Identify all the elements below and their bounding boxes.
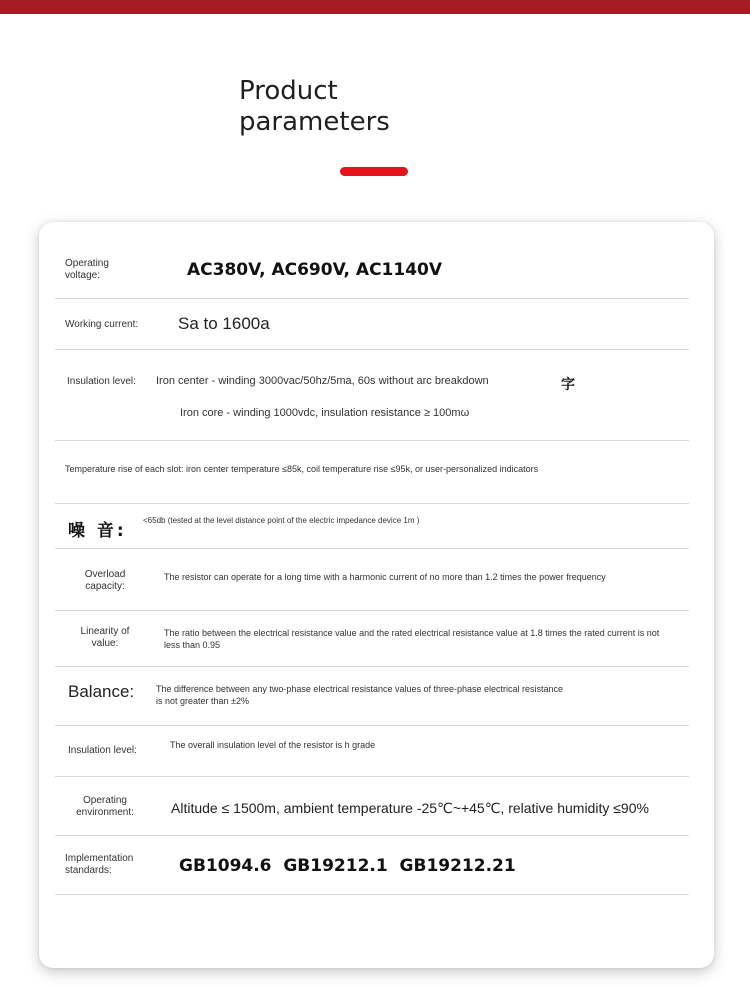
title-underline xyxy=(340,167,408,176)
operating-environment-label: Operating environment: xyxy=(76,795,134,818)
working-current-label: Working current: xyxy=(65,319,139,330)
implementation-standards-value: GB1094.6 GB19212.1 GB19212.21 xyxy=(179,856,516,876)
overload-capacity-value: The resistor can operate for a long time with a harmonic current of no more than 1.2 times the power frequency xyxy=(164,572,606,582)
linearity-value: The ratio between the electrical resistance value and the rated electrical resistance value at 1.8 times the rated current is not less than 0.95 xyxy=(164,628,660,650)
row-implementation-standards xyxy=(55,836,689,895)
insulation-level-line-1: Iron center - winding 3000vac/50hz/5ma, 60s without arc breakdown xyxy=(156,375,489,387)
temperature-rise-text: Temperature rise of each slot: iron center temperature ≤85k, coil temperature rise ≤95k, or user-personalized indicators xyxy=(65,464,539,474)
insulation-level-label: Insulation level: xyxy=(67,376,136,387)
operating-environment-value: Altitude ≤ 1500m, ambient temperature -25℃~+45℃, relative humidity ≤90% xyxy=(171,800,649,816)
linearity-label: Linearity of value: xyxy=(80,626,130,649)
operating-voltage-label: Operating voltage: xyxy=(65,258,109,281)
implementation-standards-label: Implementation standards: xyxy=(65,853,134,876)
row-temperature-rise xyxy=(55,441,689,504)
insulation-grade-label: Insulation level: xyxy=(68,745,137,756)
noise-label: 噪 音: xyxy=(68,521,127,541)
overload-capacity-label: Overload capacity: xyxy=(84,569,126,592)
parameters-card xyxy=(39,222,714,968)
row-operating-voltage xyxy=(55,222,689,299)
row-overload-capacity xyxy=(55,549,689,611)
character-glyph: 字 xyxy=(561,377,575,393)
row-linearity-of-value xyxy=(55,611,689,667)
row-balance xyxy=(55,667,689,726)
insulation-level-line-2: Iron core - winding 1000vdc, insulation resistance ≥ 100mω xyxy=(180,407,470,419)
balance-label: Balance: xyxy=(68,682,135,701)
noise-value: <65db (tested at the level distance point of the electric impedance device 1m ) xyxy=(143,516,420,525)
row-operating-environment xyxy=(55,777,689,836)
insulation-grade-value: The overall insulation level of the resistor is h grade xyxy=(170,740,376,750)
row-insulation-grade xyxy=(55,726,689,777)
operating-voltage-value: AC380V, AC690V, AC1140V xyxy=(187,260,443,280)
working-current-value: Sa to 1600a xyxy=(178,314,270,333)
row-noise xyxy=(55,504,689,549)
title-line-1: Product xyxy=(239,76,338,106)
title-line-2: parameters xyxy=(239,107,390,137)
row-insulation-level xyxy=(55,350,689,441)
row-working-current xyxy=(55,299,689,350)
page-title xyxy=(239,76,459,138)
balance-value: The difference between any two-phase electrical resistance values of three-phase electrical resistance is not greater than ±2% xyxy=(156,684,564,706)
top-accent-bar xyxy=(0,0,750,14)
